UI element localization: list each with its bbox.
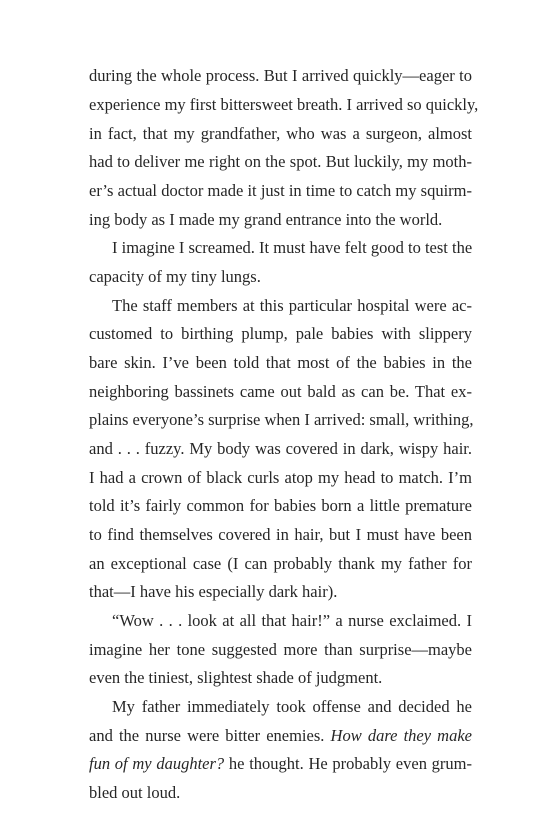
text-line: er’s actual doctor made it just in time to catch my squirm- [89, 181, 472, 200]
italic-phrase: fun of my daughter? [89, 754, 225, 773]
text-line: and . . . fuzzy. My body was covered in dark, wispy hair. [89, 439, 472, 458]
text-line: I imagine I screamed. It must have felt good to test the [112, 238, 473, 257]
text-line: capacity of my tiny lungs. [89, 267, 261, 286]
text-line: I had a crown of black curls atop my head to match. I’m [89, 468, 472, 487]
text-line: to find themselves covered in hair, but I must have been [89, 525, 472, 544]
text-line: imagine her tone suggested more than surprise—maybe [89, 640, 472, 659]
text-line: during the whole process. But I arrived quickly—eager to [89, 66, 472, 85]
text-line: neighboring bassinets came out bald as can be. That ex- [89, 382, 472, 401]
text-line: experience my first bittersweet breath. I arrived so quickly, [89, 95, 479, 114]
text-line: told it’s fairly common for babies born a little premature [89, 496, 472, 515]
text-line: ing body as I made my grand entrance into the world. [89, 210, 443, 229]
text-line: in fact, that my grandfather, who was a surgeon, almost [89, 124, 472, 143]
text-line: had to deliver me right on the spot. But luckily, my moth- [89, 152, 472, 171]
text-line [89, 754, 472, 774]
text-line: that—I have his especially dark hair). [89, 582, 338, 601]
text-line: “Wow . . . look at all that hair!” a nurse exclaimed. I [112, 611, 472, 630]
text-line: bled out loud. [89, 783, 181, 802]
text-line: an exceptional case (I can probably thank my father for [89, 554, 472, 573]
text-line: bare skin. I’ve been told that most of the babies in the [89, 353, 472, 372]
text-line: even the tiniest, slightest shade of judgment. [89, 668, 383, 687]
italic-phrase: How dare they make [330, 726, 472, 745]
text-line-end: he thought. He probably even grum- [228, 754, 473, 773]
text-line: My father immediately took offense and decided he [112, 697, 472, 716]
text-line: customed to birthing plump, pale babies with slippery [89, 324, 472, 343]
text-line: plains everyone’s surprise when I arrived: small, writhing, [89, 410, 474, 429]
text-line [89, 726, 472, 746]
text-line-start: and the nurse were bitter enemies. [89, 726, 325, 745]
text-line: The staff members at this particular hospital were ac- [112, 296, 472, 315]
